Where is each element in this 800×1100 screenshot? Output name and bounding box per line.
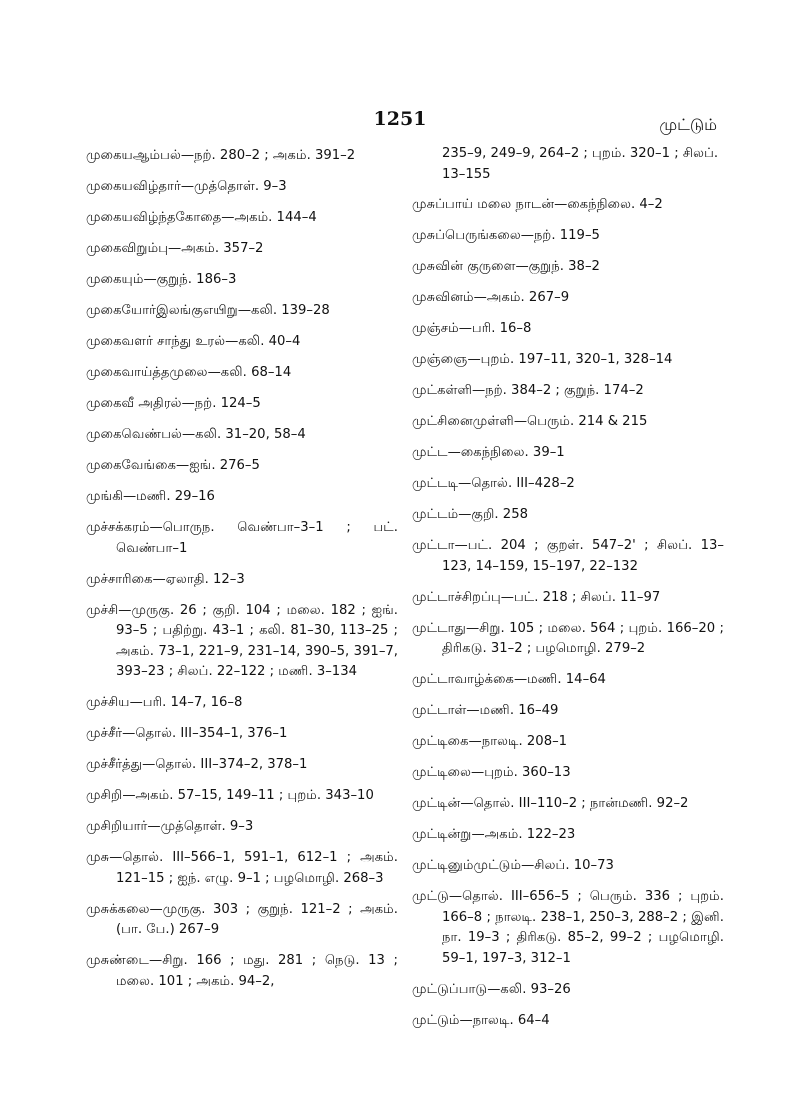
continued-entry: 235–9, 249–9, 264–2 ; புறம். 320–1 ; சிலப். 13–155 — [442, 146, 719, 182]
index-entry: முகையோர்இலங்குஎயிறு—கலி. 139–28 — [86, 303, 330, 318]
index-entry: முட்டின்—தொல். III–110–2 ; நான்மணி. 92–2 — [412, 796, 689, 811]
index-entry: முஞ்சம்—பரி. 16–8 — [412, 321, 532, 336]
index-entry: முட்டிகை—நாலடி. 208–1 — [412, 734, 568, 749]
index-entry: முஞ்ஞை—புறம். 197–11, 320–1, 328–14 — [412, 352, 673, 367]
index-entry: முகைவெண்பல்—கலி. 31–20, 58–4 — [86, 427, 306, 442]
page-number: 1251 — [373, 108, 427, 130]
index-entry: முச்சிய—பரி. 14–7, 16–8 — [86, 695, 243, 710]
index-entry: முசுக்கலை—முருகு. 303 ; குறுந். 121–2 ; அகம். (பா. பே.) 267–9 — [86, 901, 398, 937]
index-entry: முச்சாரிகை—ஏலாதி. 12–3 — [86, 571, 245, 587]
index-entry: முட்டாது—சிறு. 105 ; மலை. 564 ; புறம். 166–20 ; திரிகடு. 31–2 ; பழமொழி. 279–2 — [412, 620, 724, 656]
index-entry: முச்சக்கரம்—பொருந. வெண்பா–3–1 ; பட். வெண்பா–1 — [86, 520, 398, 556]
index-entry: முகைவிறும்பு—அகம். 357–2 — [86, 241, 264, 256]
index-entry: முகைவாய்த்தமுலை—கலி. 68–14 — [86, 365, 292, 380]
index-entry: முச்சீர்—தொல். III–354–1, 376–1 — [86, 726, 288, 741]
index-entry: முச்சி—முருகு. 26 ; குறி. 104 ; மலை. 182 ; ஐங். 93–5 ; பதிற்று. 43–1 ; கலி. 81–30, 113–25 ; அகம். 73–1, 221–9, 231–14, 390–5, 391–7, 393–23 ; சிலப். 22–122 ; மணி. 3–134 — [86, 602, 398, 679]
index-entry: முட்ட—கைந்நிலை. 39–1 — [412, 445, 565, 460]
index-entry: முட்சினைமுள்ளி—பெரும். 214 & 215 — [412, 414, 648, 429]
left-column — [86, 146, 398, 1003]
index-entry: முகைவீ அதிரல்—நற். 124–5 — [86, 396, 261, 411]
index-entry: முகையஆம்பல்—நற். 280–2 ; அகம். 391–2 — [86, 148, 356, 163]
index-entry: முட்டம்—குறி. 258 — [412, 507, 528, 522]
index-entry: முட்டாச்சிறப்பு—பட். 218 ; சிலப். 11–97 — [412, 589, 661, 605]
right-column — [412, 146, 724, 1042]
index-entry: முசுவினம்—அகம். 267–9 — [412, 290, 570, 305]
index-entry: முங்கி—மணி. 29–16 — [86, 489, 215, 504]
running-head: முட்டும் — [659, 115, 717, 134]
index-entry: முட்டடி—தொல். III–428–2 — [412, 476, 575, 491]
index-entry: முசுப்பாய் மலை நாடன்—கைந்நிலை. 4–2 — [412, 197, 663, 212]
index-entry: முசுவின் குருளை—குறுந். 38–2 — [412, 259, 600, 274]
index-entry: முகையவிழ்ந்தகோதை—அகம். 144–4 — [86, 210, 317, 225]
index-entry: முட்டினும்முட்டும்—சிலப். 10–73 — [412, 858, 614, 873]
index-entry: முகையவிழ்தார்—முத்தொள். 9–3 — [86, 179, 287, 194]
index-entry: முட்டாவாழ்க்கை—மணி. 14–64 — [412, 672, 606, 687]
index-entry: முட்டிலை—புறம். 360–13 — [412, 765, 571, 780]
index-entry: முசுண்டை—சிறு. 166 ; மது. 281 ; நெடு. 13 ; மலை. 101 ; அகம். 94–2, — [86, 953, 398, 989]
index-entry: முகையும்—குறுந். 186–3 — [86, 272, 237, 287]
index-entry: முட்டுப்பாடு—கலி. 93–26 — [412, 981, 571, 997]
index-entry: முகைவேங்கை—ஐங். 276–5 — [86, 458, 260, 473]
index-entry: முட்டின்று—அகம். 122–23 — [412, 827, 576, 842]
index-entry: முட்டாள்—மணி. 16–49 — [412, 703, 559, 718]
index-entry: முட்டும்—நாலடி. 64–4 — [412, 1012, 550, 1028]
index-entry: முட்டு—தொல். III–656–5 ; பெரும். 336 ; புறம். 166–8 ; நாலடி. 238–1, 250–3, 288–2 ; இனி. நா. 19–3 ; திரிகடு. 85–2, 99–2 ; பழமொழி. 59–1, 197–3, 312–1 — [412, 889, 724, 966]
index-entry: முகைவளர் சாந்து உரல்—கலி. 40–4 — [86, 334, 301, 349]
index-entry: முசிறி—அகம். 57–15, 149–11 ; புறம். 343–10 — [86, 788, 374, 803]
index-entry: முசுப்பெருங்கலை—நற். 119–5 — [412, 228, 600, 243]
index-entry: முசு—தொல். III–566–1, 591–1, 612–1 ; அகம். 121–15 ; ஐந். எழு. 9–1 ; பழமொழி. 268–3 — [86, 850, 398, 886]
index-entry: முசிறியார்—முத்தொள். 9–3 — [86, 819, 254, 834]
index-entry: முட்கள்ளி—நற். 384–2 ; குறுந். 174–2 — [412, 383, 644, 398]
index-entry: முட்டா—பட். 204 ; குறள். 547–2' ; சிலப். 13–123, 14–159, 15–197, 22–132 — [412, 538, 724, 574]
index-entry: முச்சீர்த்து—தொல். III–374–2, 378–1 — [86, 757, 308, 772]
